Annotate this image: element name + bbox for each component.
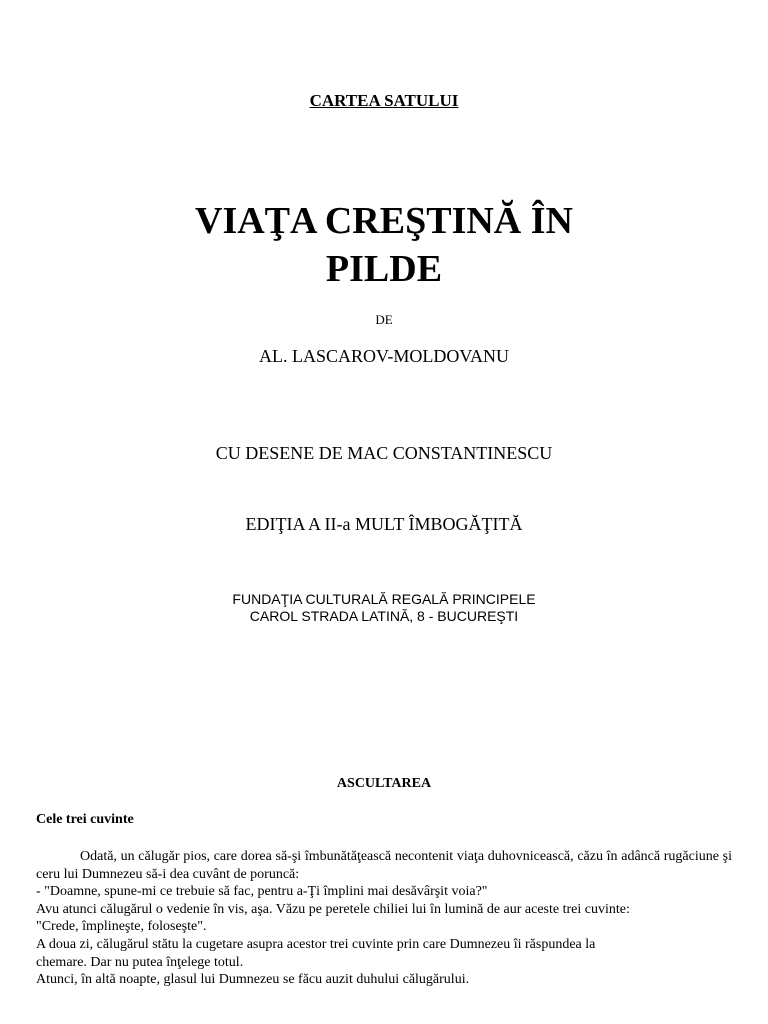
illustrations-credit: CU DESENE DE MAC CONSTANTINESCU [215, 443, 553, 463]
author-name: AL. LASCAROV-MOLDOVANU [258, 346, 510, 366]
story-body [36, 848, 732, 989]
paragraph: Avu atunci călugărul o vedenie în vis, aşa. Văzu pe peretele chiliei lui în lumină de aur aceste trei cuvinte: [36, 901, 630, 917]
paragraph: A doua zi, călugărul stătu la cugetare asupra acestor trei cuvinte prin care Dumnezeu îi răspundea la [36, 936, 596, 952]
paragraph: chemare. Dar nu putea înţelege totul. [36, 954, 244, 970]
story-title: Cele trei cuvinte [36, 812, 134, 827]
book-title-line-1: VIAŢA CREŞTINĂ ÎN [195, 200, 573, 242]
paragraph: - "Doamne, spune-mi ce trebuie să fac, pentru a-Ţi împlini mai desăvârşit voia?" [36, 884, 488, 900]
paragraph: "Crede, împlineşte, foloseşte". [36, 919, 207, 935]
paragraph: Odată, un călugăr pios, care dorea să-şi îmbunătăţească necontenit viaţa duhovnicească, căzu în adâncă rugăciune şi ceru lui Dumnezeu să-i dea cuvânt de poruncă: [36, 849, 732, 882]
edition-note: EDIŢIA A II-a MULT ÎMBOGĂŢITĂ [245, 514, 523, 534]
publisher-info [0, 591, 768, 625]
section-heading: ASCULTAREA [336, 776, 432, 791]
by-label: DE [375, 312, 393, 327]
publisher-line-1: FUNDAŢIA CULTURALĂ REGALĂ PRINCIPELE [232, 591, 536, 607]
book-title-line-2: PILDE [325, 248, 443, 290]
book-title [0, 197, 768, 293]
paragraph: Atunci, în altă noapte, glasul lui Dumnezeu se făcu auzit duhului călugărului. [36, 972, 470, 988]
series-title: CARTEA SATULUI [309, 91, 459, 110]
publisher-line-2: CAROL STRADA LATINĂ, 8 - BUCUREŞTI [249, 608, 519, 624]
